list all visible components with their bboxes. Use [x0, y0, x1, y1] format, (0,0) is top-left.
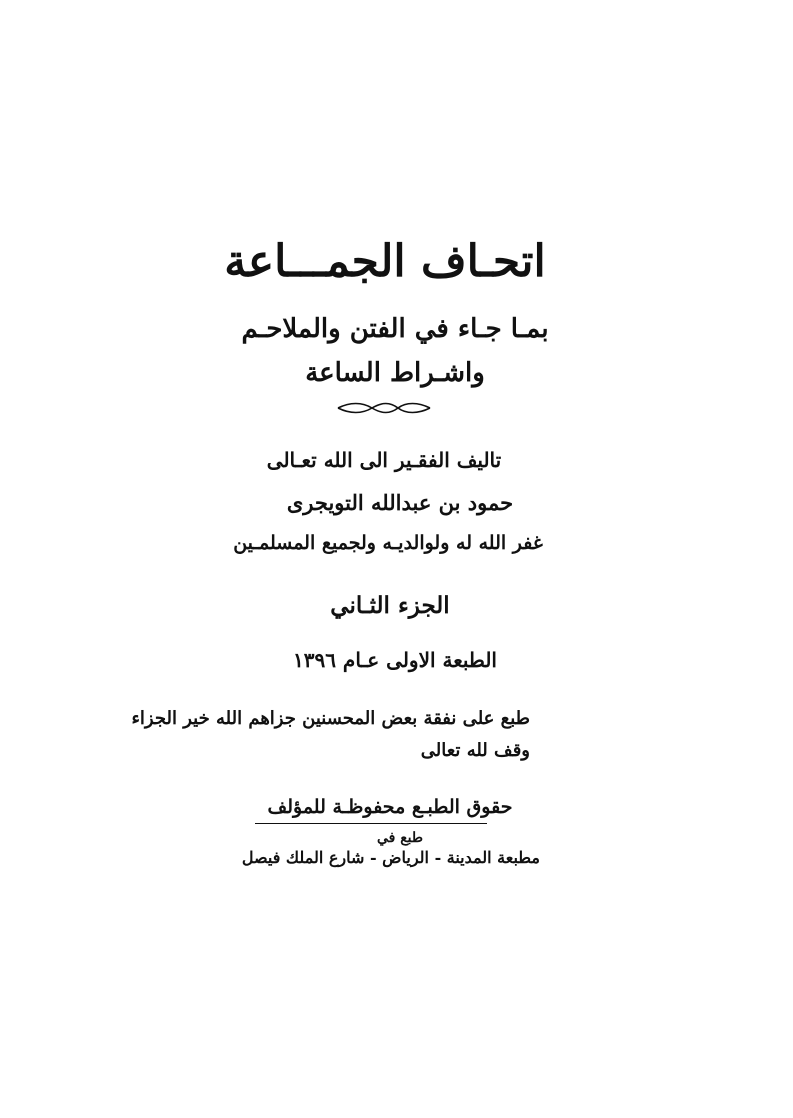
edition-line: الطبعة الاولى عـام ١٣٩٦ — [293, 648, 497, 672]
volume-label: الجزء الثـاني — [330, 592, 450, 619]
endowment-line: وقف لله تعالى — [420, 740, 530, 761]
ornament-divider-icon — [336, 400, 432, 416]
sponsor-line: طبع على نفقة بعض المحسنين جزاهم الله خير الجزاء — [131, 708, 530, 729]
printed-at-label: طبع في — [376, 830, 424, 846]
copyright-underline — [255, 823, 487, 824]
copyright-line: حقوق الطبـع محفوظـة للمؤلف — [267, 796, 513, 818]
book-subtitle-line-2: واشـراط الساعة — [305, 358, 485, 388]
book-title: اتحـاف الجمـــاعة — [224, 236, 546, 287]
printer-address: مطبعة المدينة - الرياض - شارع الملك فيصل — [241, 848, 540, 867]
author-name: حمود بن عبدالله التويجرى — [286, 490, 514, 515]
book-subtitle-line-1: بمـا جـاء في الفتن والملاحـم — [241, 314, 549, 344]
authored-by-line: تاليف الفقـير الى الله تعـالى — [266, 448, 502, 472]
supplication-line: غفر الله له ولوالديـه ولجميع المسلمـين — [233, 532, 543, 554]
